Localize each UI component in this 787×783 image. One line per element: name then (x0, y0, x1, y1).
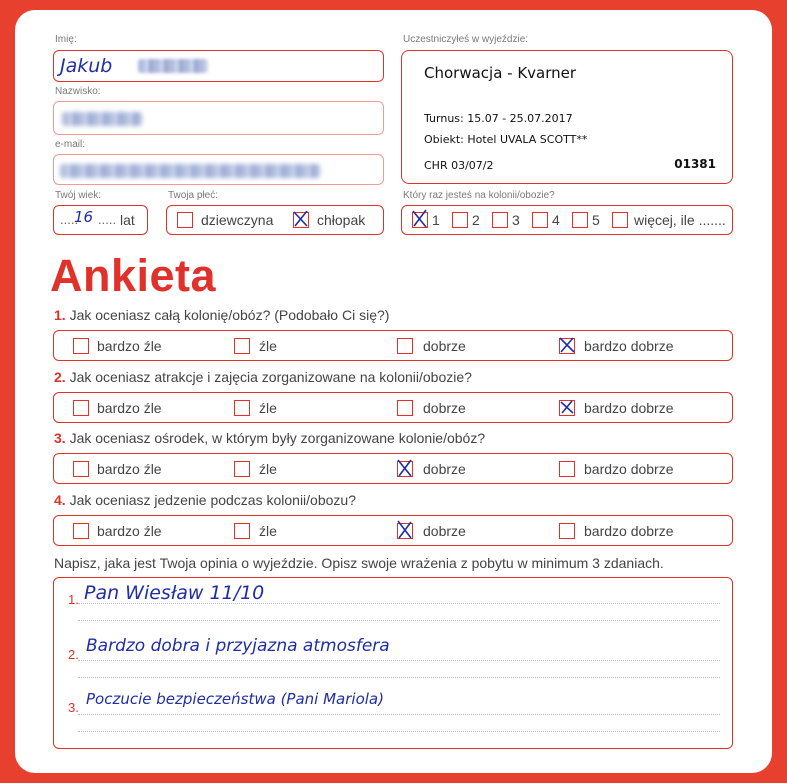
last-name-field[interactable] (53, 101, 384, 135)
opinion-line-3 (78, 714, 720, 715)
q2-good-label: dobrze (423, 400, 466, 416)
girl-option-label: dziewczyna (201, 212, 274, 228)
q1-bad-label: źle (259, 338, 277, 354)
camp-turnus: Turnus: 15.07 - 25.07.2017 (424, 112, 573, 125)
question-4 (54, 492, 356, 508)
checkmark-x-icon (292, 209, 310, 229)
question-2 (54, 369, 472, 385)
question-4-options (53, 515, 733, 546)
opinion-line-2 (78, 660, 720, 661)
checkmark-x-icon (396, 520, 414, 540)
age-value: 16 (74, 208, 94, 226)
times-field (401, 205, 733, 235)
first-name-value: Jakub (60, 55, 113, 77)
times-more-checkbox[interactable] (612, 212, 628, 228)
first-name-field[interactable] (53, 50, 384, 82)
boy-checkbox[interactable] (293, 212, 309, 228)
question-1-text: Jak oceniasz całą kolonię/obóz? (Podobało Ci się?) (69, 307, 390, 323)
question-2-text: Jak oceniasz atrakcje i zajęcia zorganizowane na kolonii/obozie? (69, 369, 472, 385)
question-4-number: 4. (54, 492, 66, 508)
q1-good-checkbox[interactable] (397, 338, 413, 354)
question-3-options (53, 453, 733, 484)
q1-very-bad-checkbox[interactable] (73, 338, 89, 354)
times-4-label: 4 (552, 212, 560, 228)
opinion-line-3-number: 3. (68, 700, 79, 715)
times-4-checkbox[interactable] (532, 212, 548, 228)
times-1-checkbox[interactable] (412, 212, 428, 228)
q3-bad-label: źle (259, 461, 277, 477)
age-label: Twój wiek: (55, 190, 102, 201)
q2-very-good-label: bardzo dobrze (584, 400, 674, 416)
q2-very-bad-checkbox[interactable] (73, 400, 89, 416)
opinion-answer-1: Pan Wiesław 11/10 (84, 582, 265, 604)
question-1-number: 1. (54, 307, 66, 323)
age-unit: lat (120, 212, 135, 228)
survey-title: Ankieta (50, 250, 217, 301)
q2-bad-checkbox[interactable] (234, 400, 250, 416)
times-5-checkbox[interactable] (572, 212, 588, 228)
camp-code: CHR 03/07/2 (424, 159, 494, 172)
q4-good-label: dobrze (423, 523, 466, 539)
opinion-answer-3: Poczucie bezpieczeństwa (Pani Mariola) (86, 690, 384, 708)
checkmark-x-icon (411, 209, 429, 229)
opinion-line-2-number: 2. (68, 647, 79, 662)
times-label: Który raz jesteś na kolonii/obozie? (403, 190, 555, 201)
checkmark-x-icon (558, 335, 576, 355)
opinion-line-3b (78, 731, 720, 732)
q4-good-checkbox[interactable] (397, 523, 413, 539)
times-2-label: 2 (472, 212, 480, 228)
question-3-text: Jak oceniasz ośrodek, w którym były zorganizowane kolonie/obóz? (69, 430, 486, 446)
question-1 (54, 307, 389, 323)
boy-option-label: chłopak (317, 212, 366, 228)
checkmark-x-icon (558, 397, 576, 417)
opinion-line-2b (78, 677, 720, 678)
q1-good-label: dobrze (423, 338, 466, 354)
q2-very-good-checkbox[interactable] (559, 400, 575, 416)
q3-very-good-label: bardzo dobrze (584, 461, 674, 477)
surname-scribble (138, 59, 208, 73)
q1-very-good-checkbox[interactable] (559, 338, 575, 354)
camp-object: Obiekt: Hotel UVALA SCOTT** (424, 133, 588, 146)
opinion-answer-2: Bardzo dobra i przyjazna atmosfera (86, 636, 390, 656)
email-redacted (60, 164, 320, 178)
q3-good-label: dobrze (423, 461, 466, 477)
age-dots: ..... (60, 212, 79, 227)
email-field[interactable] (53, 154, 384, 185)
q4-bad-checkbox[interactable] (234, 523, 250, 539)
last-name-label: Nazwisko: (55, 86, 101, 97)
times-2-checkbox[interactable] (452, 212, 468, 228)
checkmark-x-icon (396, 458, 414, 478)
opinion-prompt: Napisz, jaka jest Twoja opinia o wyjeździe. Opisz swoje wrażenia z pobytu w minimum 3 zdaniach. (54, 555, 664, 571)
opinion-line-1-number: 1. (68, 592, 79, 607)
camp-destination: Chorwacja - Kvarner (424, 64, 577, 82)
q3-bad-checkbox[interactable] (234, 461, 250, 477)
age-field[interactable] (53, 205, 148, 235)
times-more-label: więcej, ile ....... (634, 212, 726, 228)
q2-very-bad-label: bardzo źle (97, 400, 162, 416)
question-3 (54, 430, 485, 446)
question-2-number: 2. (54, 369, 66, 385)
q1-very-good-label: bardzo dobrze (584, 338, 674, 354)
q4-very-bad-checkbox[interactable] (73, 523, 89, 539)
gender-field (166, 205, 384, 235)
age-dots-2: ..... (98, 212, 117, 227)
q3-very-bad-label: bardzo źle (97, 461, 162, 477)
opinion-line-1b (78, 620, 720, 621)
q1-very-bad-label: bardzo źle (97, 338, 162, 354)
email-label: e-mail: (55, 139, 86, 150)
camp-number: 01381 (674, 157, 716, 171)
last-name-redacted (62, 112, 142, 126)
q2-bad-label: źle (259, 400, 277, 416)
participated-label: Uczestniczyłeś w wyjeździe: (403, 34, 529, 45)
times-1-label: 1 (432, 212, 440, 228)
question-1-options (53, 330, 733, 361)
gender-label: Twoja płeć: (168, 190, 219, 201)
q4-very-good-checkbox[interactable] (559, 523, 575, 539)
times-3-checkbox[interactable] (492, 212, 508, 228)
q2-good-checkbox[interactable] (397, 400, 413, 416)
q3-very-good-checkbox[interactable] (559, 461, 575, 477)
q4-very-good-label: bardzo dobrze (584, 523, 674, 539)
camp-info-box (401, 50, 733, 184)
q1-bad-checkbox[interactable] (234, 338, 250, 354)
q4-bad-label: źle (259, 523, 277, 539)
q3-good-checkbox[interactable] (397, 461, 413, 477)
question-2-options (53, 392, 733, 423)
girl-checkbox[interactable] (177, 212, 193, 228)
question-3-number: 3. (54, 430, 66, 446)
q4-very-bad-label: bardzo źle (97, 523, 162, 539)
times-5-label: 5 (592, 212, 600, 228)
times-3-label: 3 (512, 212, 520, 228)
question-4-text: Jak oceniasz jedzenie podczas kolonii/obozu? (69, 492, 356, 508)
q3-very-bad-checkbox[interactable] (73, 461, 89, 477)
first-name-label: Imię: (55, 34, 77, 45)
